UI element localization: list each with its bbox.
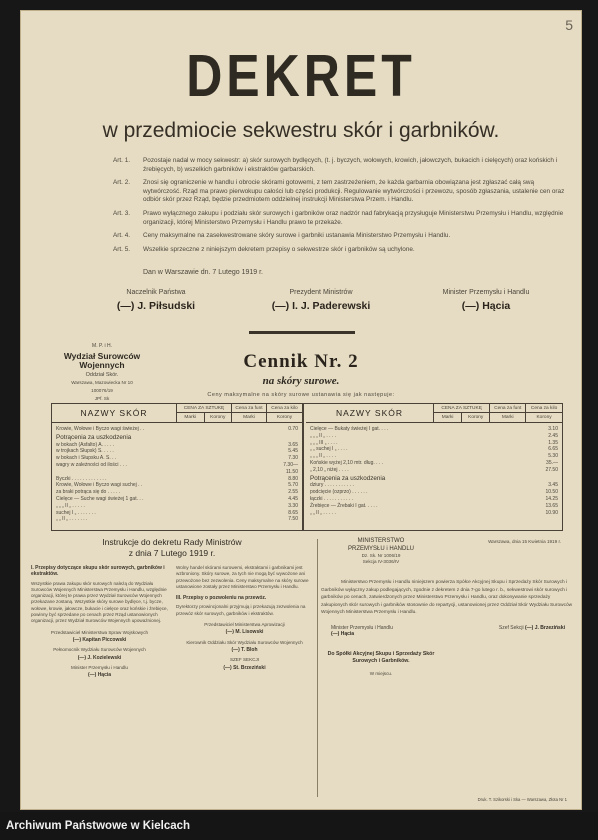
decree-headline: DEKRET xyxy=(186,42,416,110)
row-value: 3.30 xyxy=(288,502,298,509)
ministry-heading: MINISTERSTWO xyxy=(357,538,405,544)
decree-signatures xyxy=(81,289,561,312)
ministry-heading: PRZEMYSŁU i HANDLU xyxy=(347,546,414,552)
price-table xyxy=(51,403,563,531)
pricelist-title: Cennik Nr. 2 xyxy=(243,351,359,372)
row-value: 8.80 xyxy=(288,475,298,482)
column-header-funt: Cena za funt Marki xyxy=(490,404,526,422)
signature-block: Minister Przemysłu i Handlu (—) Hącia xyxy=(442,289,530,312)
office-stamp: M. P. i H. Wydział Surowców Wojennych Oddział Skór. Warszawa, Mazowiecka Nr 10 100076/19 JPf. Sk xyxy=(63,343,141,401)
table-row xyxy=(310,489,558,496)
table-row xyxy=(310,453,558,460)
table-row xyxy=(310,467,558,474)
row-label: „ „ „ III „ . . . . xyxy=(310,439,338,446)
instructions-title: Instrukcje do dekretu Rady Ministrów xyxy=(102,537,242,547)
table-header xyxy=(52,404,302,423)
table-row xyxy=(310,510,558,517)
signature-block: Naczelnik Państwa (—) J. Piłsudski xyxy=(116,289,196,312)
row-label: w bokach i Słupsku A. S. . . xyxy=(56,455,117,462)
row-label: „ „ II „ . . . . . . . xyxy=(56,516,88,523)
row-label: Krowie, Wołowe i Byczo wagi świeżej . . xyxy=(56,426,145,432)
row-label: dziury . . . . . . . . . . . xyxy=(310,482,354,489)
archive-footer xyxy=(0,812,598,840)
instructions-column-right: Wolny handel skórami surowemi, ekstraktami i garbnikami jest wzbroniony. Skóry surowe, za tych nie mogą być wywożone ani przewożone bez zezwolenia. Ceny maksymalne na skóry surowe ustanowione zostały przez Ministerstwo Przemysłu i Handlu. III. Przepisy o pozwoleniu na przewóz. Dyrektorzy prowincjonalni przyjmują i przekazują zezwolenia na przewóz skór surowych, garbników i ekstraktów. Przedstawiciel Ministerstwa Aprowizacji (—) M. Lisowski Kierownik Oddziału Skór Wydziału Surowców Wojennych (—) T. Bloh SZEF SEKCJI (—) St. Brzeziński xyxy=(176,565,309,671)
letter-signatures: Minister Przemysłu i Handlu (—) Hącia Szef Sekcji (—) J. Brzeziński xyxy=(331,624,565,637)
printer-imprint: Druk. T. Szikorski i Ska — Warszawa, Złota Nr 1 xyxy=(477,797,567,802)
letter-date: Warszawa, dnia 15 Kwietnia 1919 r. xyxy=(488,539,561,544)
table-row xyxy=(56,496,298,503)
decree-subheadline: w przedmiocie sekwestru skór i garbników. xyxy=(102,119,500,142)
column-header-names: NAZWY SKÓR xyxy=(306,404,434,422)
row-label: łączki . . . . . . . . . . . xyxy=(310,495,354,502)
signature-block: Prezydent Ministrów (—) I. J. Paderewski xyxy=(271,289,371,312)
article: Art. 3. Prawo wyłącznego zakupu i podziału skór surowych i garbników oraz nadzór nad fabrykacją przysługuje Ministerstwu Przemysłu i Handlu, względnie organizacji, której Ministerstwo Przemysłu i Handlu prawo te przekaże. xyxy=(113,209,564,226)
table-row xyxy=(56,503,298,510)
page-number: 5 xyxy=(565,17,573,33)
table-row xyxy=(56,489,298,496)
letter-addressee: Do Spółki Akcyjnej Skupu i Sprzedaży Skór Surowych i Garbników. xyxy=(327,650,435,664)
row-value: 8.65 xyxy=(288,509,298,516)
row-label: „ 2,10 „ niżej . . . . xyxy=(310,466,349,473)
table-row xyxy=(310,503,558,510)
pricelist-subtitle: na skóry surowe. xyxy=(262,375,340,387)
pricelist-note: Ceny maksymalne na skóry surowe ustanawia się jak następuje: xyxy=(207,392,395,398)
table-row xyxy=(56,476,298,483)
article: Art. 1. Pozostaje nadal w mocy sekwestr: a) skór surowych bydlęcych, (t. j. byczych, wołowych, krowich, jałowczych, bukacich i cielęcych) oraz końskich i źrebięcych, b) wszelkich garbników i ekstraktów garbarskich. xyxy=(113,157,558,173)
row-label: Źrebięce — Źrebaki I gat. . . . . xyxy=(310,502,378,509)
row-value: 10.50 xyxy=(545,489,558,496)
row-value: 13.65 xyxy=(545,502,558,509)
ministry-letter: Warszawa, dnia 15 Kwietnia 1919 r. MINISTERSTWO PRZEMYSŁU i HANDLU Dz. Sk. Nr 1006/19 Sekcja IV-3036/IV Ministerstwo Przemysłu i Handlu niniejszem powierza Spółce Akcyjnej Skupu i Sprzedaży Skór Surowych i Garbników wyłączny zakup podlegających, zgodnie z dekretem z dnia 7-go lutego r. b., sekwestrowi skór surowych i garbników po cenach, zatwierdzonych przez Ministerstwo Przemysłu i Handlu, oraz dokonywanie sprzedaży zakupionych skór surowych i garbników stosownie do repartycji, ustanowionej przez Oddział Skór Wydziału Surowców Wojennych Ministerstwa Przemysłu i Handlu. Minister Przemysłu i Handlu (—) Hącia Szef Sekcji (—) J. Brzeziński Do Spółki Akcyjnej Skupu i Sprzedaży Skór Surowych i Garbników. W miejscu. xyxy=(321,537,575,676)
row-label: w bokach (Asfalto) A. . . . . xyxy=(56,441,115,448)
table-rows xyxy=(306,423,562,519)
row-value: 3.10 xyxy=(548,426,558,432)
row-label: „ „ suchej I „ . . . . xyxy=(310,446,348,453)
row-label: w trojkach Słupsk) S. . . . . xyxy=(56,448,114,455)
row-value: 10.90 xyxy=(545,509,558,516)
table-row xyxy=(56,455,298,462)
row-label: Krowie, Wołowe i Byczo wagi suchej . . xyxy=(56,482,143,489)
row-value: 6.65 xyxy=(548,446,558,453)
row-value: 35.— xyxy=(546,459,558,466)
document-sheet xyxy=(20,10,582,810)
row-value: 5.70 xyxy=(288,482,298,489)
row-label: suchej I „ . . . . . . . xyxy=(56,509,96,516)
column-divider xyxy=(317,539,318,797)
column-header-kilo: Cena za kilo Korony xyxy=(267,404,302,422)
table-row xyxy=(310,440,558,447)
row-label: Końskie wyżej 2,10 mtr. dług. . . . xyxy=(310,459,384,466)
decree-date: Dan w Warszawie dn. 7 Lutego 1919 r. xyxy=(143,269,263,276)
row-label: „ „ „ II „ . . . . . xyxy=(56,502,85,509)
column-header-unit: CENA ZA SZTUKĘ Marki Korony xyxy=(177,404,232,422)
table-row xyxy=(310,433,558,440)
instructions-columns xyxy=(31,565,313,682)
table-row xyxy=(56,426,298,433)
table-row xyxy=(56,482,298,489)
table-row xyxy=(310,460,558,467)
archive-name: Archiwum Państwowe w Kielcach xyxy=(6,820,191,832)
table-row xyxy=(310,496,558,503)
row-value: 1.35 xyxy=(548,439,558,446)
table-row xyxy=(56,510,298,517)
price-table-right xyxy=(306,404,562,530)
instructions-column-left: I. Przepisy dotyczące skupu skór surowych, garbników i ekstraktów. Wszystkie prawa zakupu skór surowych należą do Wydziału Surowców Wojennych Ministerstwa Przemysłu i Handlu, względnie organizacji, której te prawa przez Wydział Surowców Wojennych przekazane zostaną. Wszystkie skóry surowe bydlęce, t.j. bycze, wołowe, krowie, jałowcze, bukacie i cielęce oraz końskie i źrebięce, powinny być sprzedane po cenach przez Rząd ustanowionych organizacji, przez Wydział Surowców Wojennych upoważnionej. Przedstawiciel Ministerstwa Spraw Wojskowych (—) Kapitan Piccowski Pełnomocnik Wydziału Surowców Wojennych (—) J. Kozielewski Minister Przemysłu i Handlu (—) Hącia xyxy=(31,565,168,679)
article: Art. 5. Wszelkie sprzeczne z niniejszym dekretem przepisy o sekwestrze skór i garbników są uchylone. xyxy=(113,245,415,253)
row-label: Cielęce — Suche wagi świeżej 1 gat. . . xyxy=(56,495,144,502)
table-group-heading: Potrącenia za uszkodzenia xyxy=(310,474,386,482)
row-value: 3.45 xyxy=(548,482,558,489)
row-value: 2.45 xyxy=(548,432,558,439)
row-value: 14.25 xyxy=(545,495,558,502)
row-label: „ „ „ II „ . . . . xyxy=(310,432,337,439)
table-row xyxy=(310,446,558,453)
row-value: 4.45 xyxy=(288,495,298,502)
table-row xyxy=(310,482,558,489)
row-value: 3.65 xyxy=(288,441,298,448)
row-label: za braki potrąca się do . . . . . xyxy=(56,489,121,496)
instructions xyxy=(31,537,313,682)
table-header xyxy=(306,404,562,423)
article: Art. 4. Ceny maksymalne na zasekwestrowane skóry surowe i garbniki ustanawia Ministerstwo Przemysłu i Handlu. xyxy=(113,232,451,240)
row-value: 5.45 xyxy=(288,448,298,455)
row-label: Byczki . . . . . . . . . . . . . xyxy=(56,475,107,482)
row-value: 0.70 xyxy=(288,426,298,432)
table-row xyxy=(56,516,298,523)
letter-body: Ministerstwo Przemysłu i Handlu niniejszem powierza Spółce Akcyjnej Skupu i Sprzedaży Skór Surowych i Garbników wyłączny zakup podlegających, zgodnie z dekretem z dnia 7-go lutego r. b., sekwestrowi skór surowych i garbników po cenach, zatwierdzonych przez Ministerstwo Przemysłu i Handlu, oraz dokonywanie sprzedaży zakupionych skór surowych i garbników stosownie do repartycji, ustanowionej przez Oddział Skór Wydziału Surowców Wojennych Ministerstwa Przemysłu i Handlu. xyxy=(321,580,573,616)
column-header-unit: CENA ZA SZTUKĘ Marki Korony xyxy=(434,404,490,422)
row-value: 7.30—11.50 xyxy=(283,461,298,475)
table-group-heading: Potrącenia za uszkodzenia xyxy=(56,433,132,441)
column-header-names: NAZWY SKÓR xyxy=(52,404,177,422)
row-value: 7.50 xyxy=(288,516,298,523)
decree-articles xyxy=(113,157,569,259)
row-value: 2.55 xyxy=(288,489,298,496)
column-header-funt: Cena za funt Marki xyxy=(232,404,267,422)
row-value: 27.50 xyxy=(545,466,558,473)
table-row xyxy=(310,426,558,433)
section-divider xyxy=(249,331,355,334)
table-row xyxy=(56,442,298,449)
table-row xyxy=(56,448,298,455)
row-value: 7.30 xyxy=(288,455,298,462)
article: Art. 2. Znosi się ograniczenie w handlu i obrocie skórami gotowemi, z tem zastrzeżeniem, że każda garbarnia obowiązana jest zgłaszać całą swą wytwórczość. Rząd ma prawo pierwokupu całości lub części produkcji. Regulowanie wytwórczości i przewozu, sposób zgłaszania, ustalenie cen oraz odbiór skór przez Rząd, będzie przedmiotem oddzielnej instrukcji Ministerstwa Przem. i Handlu. xyxy=(113,179,565,204)
row-label: „ „ II „ . . . . . xyxy=(310,509,336,516)
row-label: podcięcie (ozprzo) . . . . . . xyxy=(310,489,368,496)
row-label: Cielęce — Bukaty świeżej I gat. . . . xyxy=(310,426,389,432)
row-label: „ „ „ II „ . . . . xyxy=(310,453,337,460)
table-row xyxy=(56,462,298,476)
row-label: wagry w zależności od ilości . . . xyxy=(56,461,127,468)
table-rows xyxy=(52,423,302,526)
price-table-left xyxy=(52,404,304,530)
instructions-date: z dnia 7 Lutego 1919 r. xyxy=(128,548,216,558)
row-value: 5.30 xyxy=(548,453,558,460)
column-header-kilo: Cena za kilo Korony xyxy=(526,404,562,422)
